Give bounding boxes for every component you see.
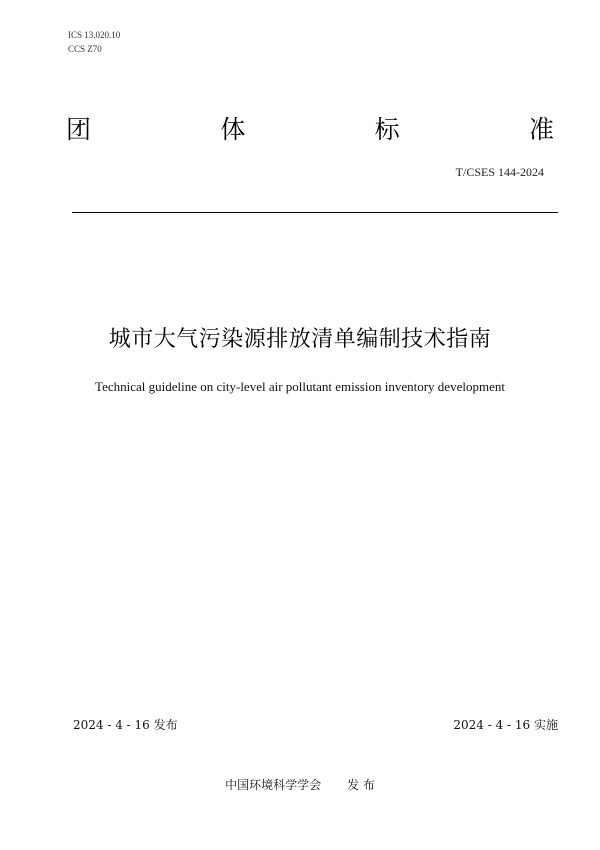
title-english: Technical guideline on city-level air pollutant emission inventory development xyxy=(95,379,505,394)
header-divider xyxy=(72,212,558,213)
publisher-name: 中国环境科学学会 xyxy=(225,778,322,792)
ics-code: ICS 13.020.10 xyxy=(68,30,121,40)
classification-codes xyxy=(68,28,120,56)
doc-type-char-3: 标 xyxy=(374,115,400,144)
publisher-action: 发 布 xyxy=(347,778,375,792)
implementation-date: 2024 - 4 - 16 实施 xyxy=(453,718,558,732)
standard-number: T/CSES 144-2024 xyxy=(455,165,544,179)
doc-type-char-1: 团 xyxy=(66,115,92,144)
doc-type-char-2: 体 xyxy=(220,115,246,144)
issue-date: 2024 - 4 - 16 发布 xyxy=(73,718,178,732)
document-type-heading xyxy=(66,114,554,146)
doc-type-char-4: 准 xyxy=(528,115,554,144)
ccs-code: CCS Z70 xyxy=(68,44,102,54)
title-chinese: 城市大气污染源排放清单编制技术指南 xyxy=(108,327,492,352)
publisher-line xyxy=(0,776,600,794)
